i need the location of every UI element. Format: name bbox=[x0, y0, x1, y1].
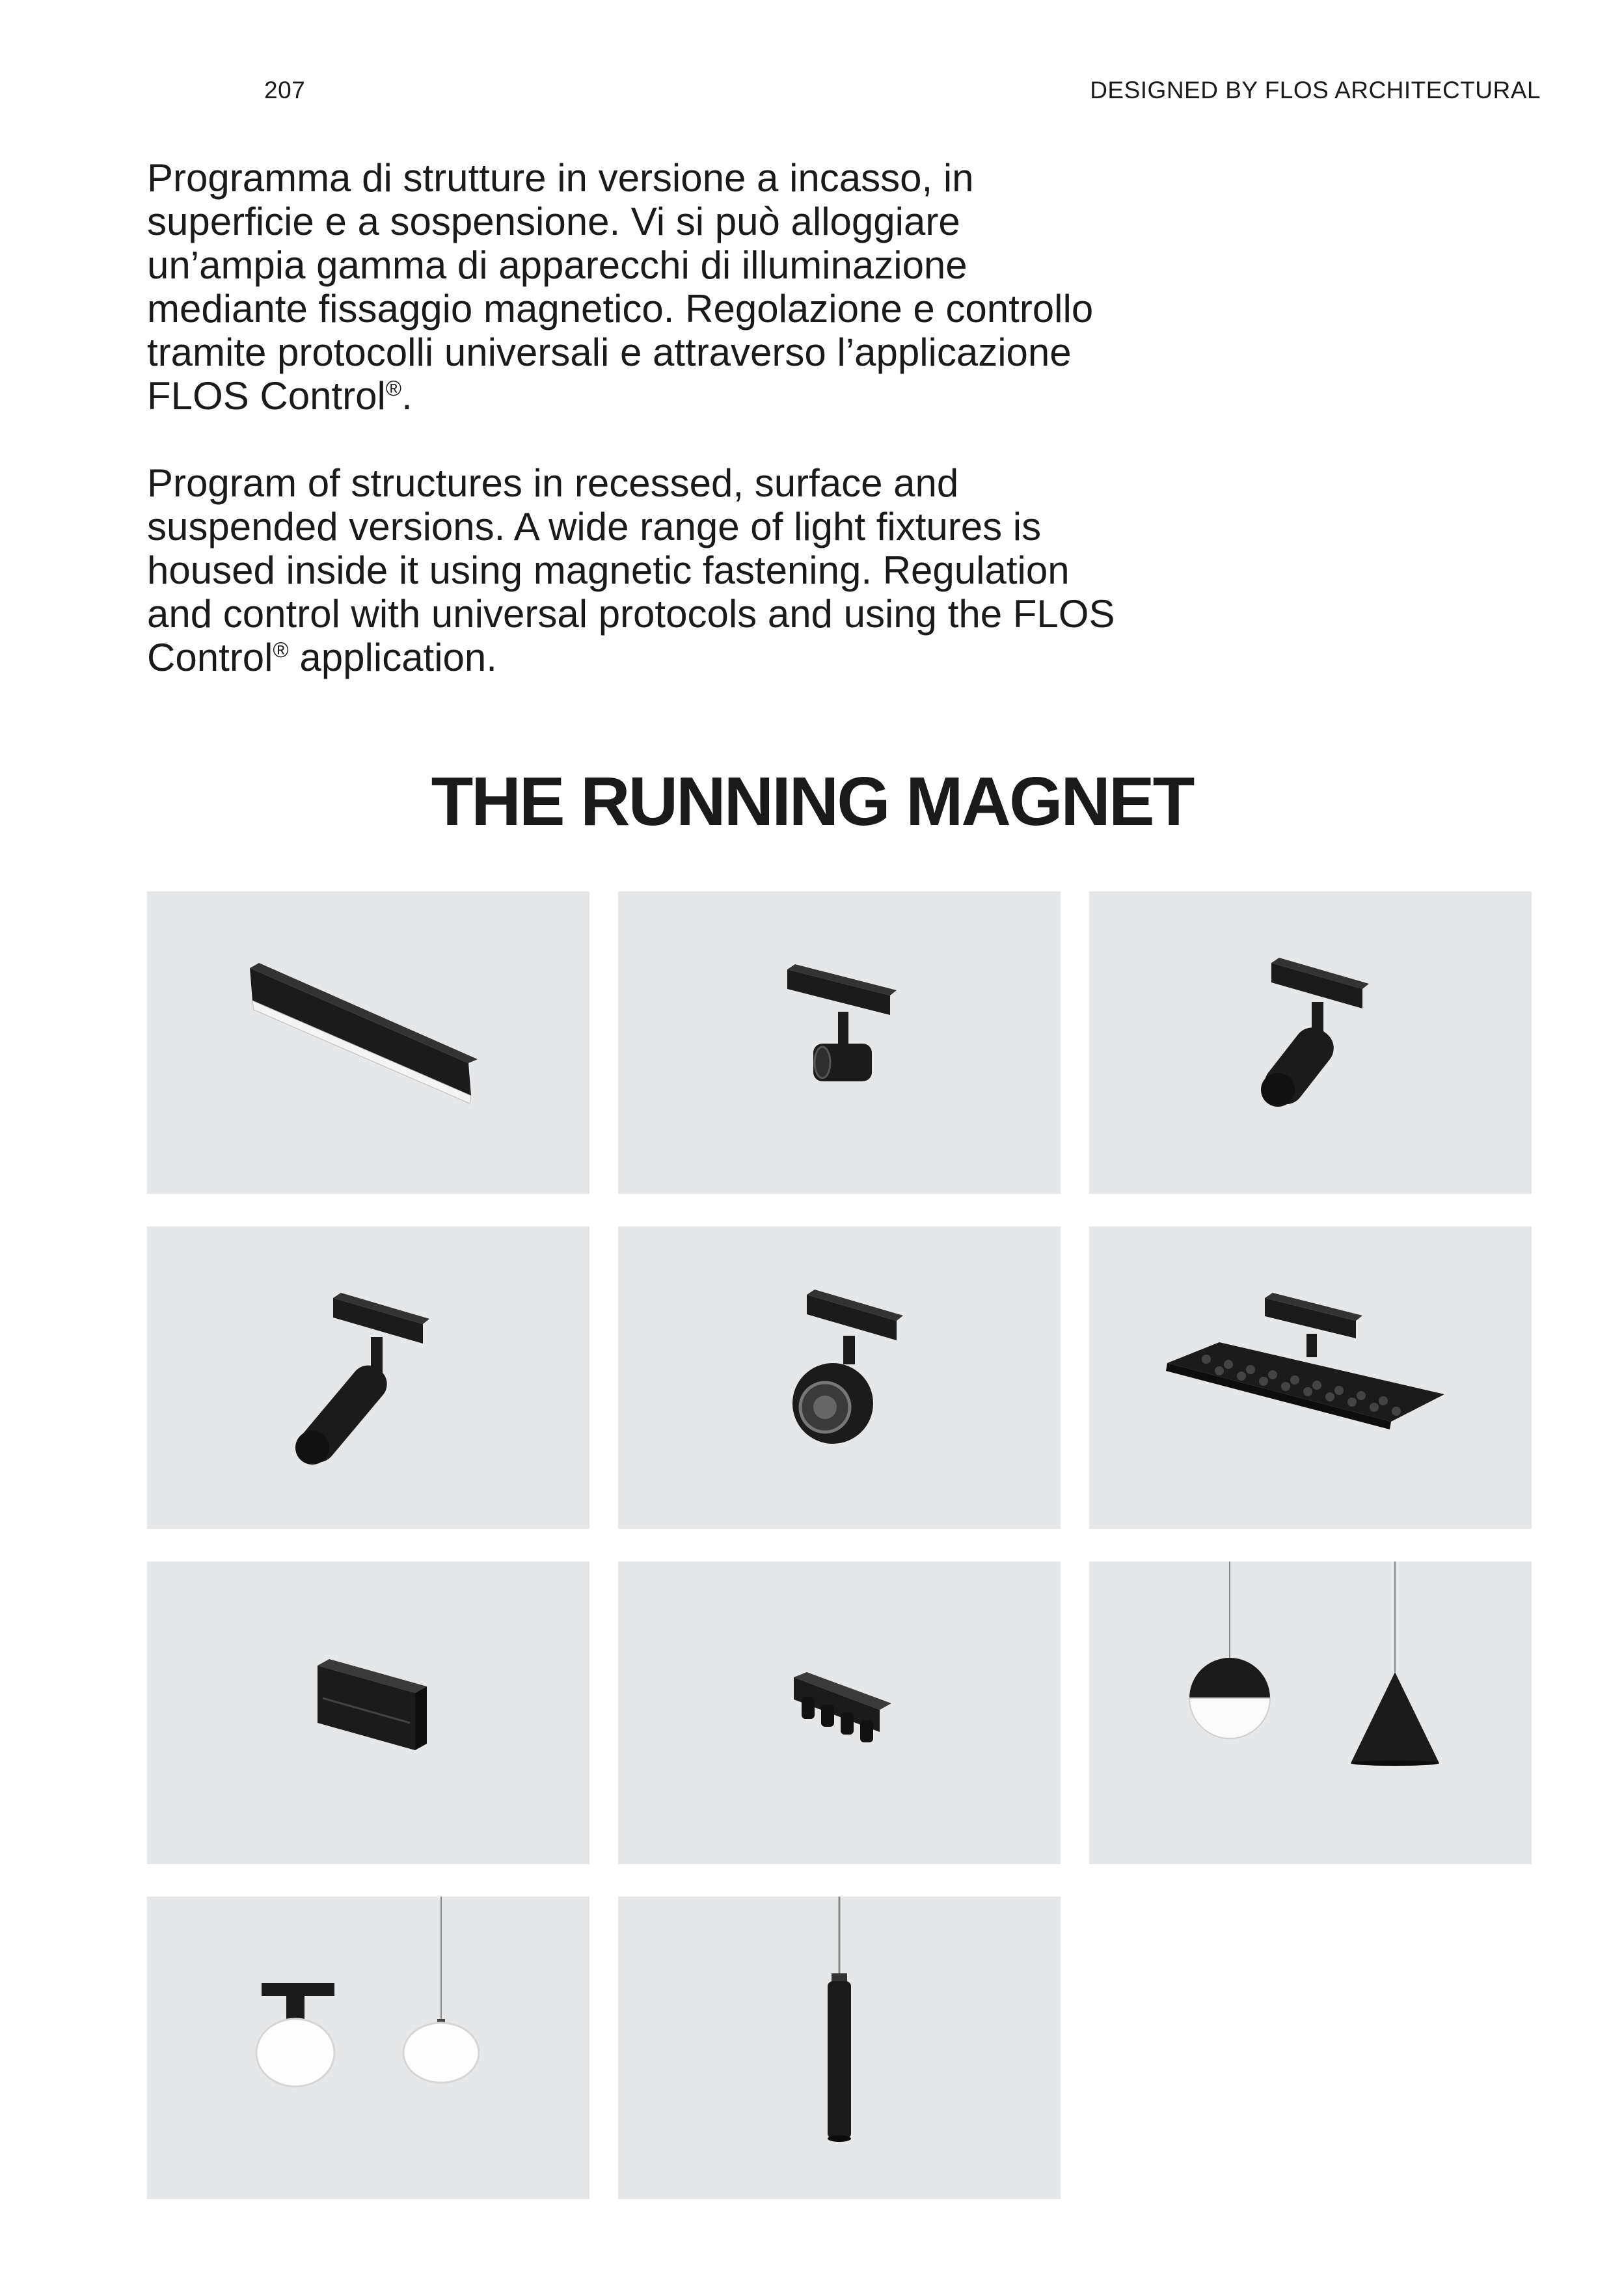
mini-multi-spot-icon bbox=[618, 1562, 1061, 1864]
small-spotlight-icon bbox=[618, 891, 1061, 1194]
english-text: Program of structures in recessed, surface and suspended versions. A wide range of light fixtures is housed inside it using magnetic fastening. Regulation and control with universal protocols and using the FLOS Control bbox=[147, 461, 1115, 679]
product-tile-round-spot bbox=[618, 1226, 1061, 1529]
page-title: THE RUNNING MAGNET bbox=[431, 763, 1193, 841]
italian-paragraph bbox=[147, 156, 1123, 418]
product-tile-long-spot bbox=[147, 1226, 589, 1529]
opal-globe-lights-icon bbox=[147, 1897, 589, 2199]
round-spotlight-icon bbox=[618, 1226, 1061, 1529]
italian-text: Programma di strutture in versione a incasso, in superficie e a sospensione. Vi si può alloggiare un’ampia gamma di apparecchi di illuminazione mediante fissaggio magnetico. Regolazione e controllo tramite protocolli universali e attraverso l’applicazione FLOS Control bbox=[147, 156, 1094, 418]
product-tile-medium-spot bbox=[1089, 891, 1532, 1194]
multi-lens-panel-icon bbox=[1089, 1226, 1532, 1529]
english-paragraph bbox=[147, 461, 1123, 679]
product-tile-multi-lens bbox=[1089, 1226, 1532, 1529]
product-tile-pendants bbox=[1089, 1562, 1532, 1864]
box-module-icon bbox=[147, 1562, 589, 1864]
sphere-and-cone-pendants-icon bbox=[1089, 1562, 1532, 1864]
product-tile-mini-multi-spot bbox=[618, 1562, 1061, 1864]
header-designer: DESIGNED BY FLOS ARCHITECTURAL bbox=[1090, 77, 1541, 103]
english-end: application. bbox=[288, 636, 497, 679]
italian-end: . bbox=[401, 374, 413, 418]
product-tile-small-spot bbox=[618, 891, 1061, 1194]
page-number: 207 bbox=[264, 77, 306, 103]
intro-text bbox=[147, 156, 1123, 679]
product-tile-cylinder-pendant bbox=[618, 1897, 1061, 2199]
product-tile-linear-bar bbox=[147, 891, 589, 1194]
product-tile-opal-globes bbox=[147, 1897, 589, 2199]
registered-mark: ® bbox=[385, 376, 402, 400]
product-tile-box-module bbox=[147, 1562, 589, 1864]
medium-spotlight-icon bbox=[1089, 891, 1532, 1194]
cylinder-pendant-icon bbox=[618, 1897, 1061, 2199]
long-spotlight-icon bbox=[147, 1226, 589, 1529]
registered-mark: ® bbox=[273, 638, 289, 662]
linear-light-bar-icon bbox=[147, 891, 589, 1194]
